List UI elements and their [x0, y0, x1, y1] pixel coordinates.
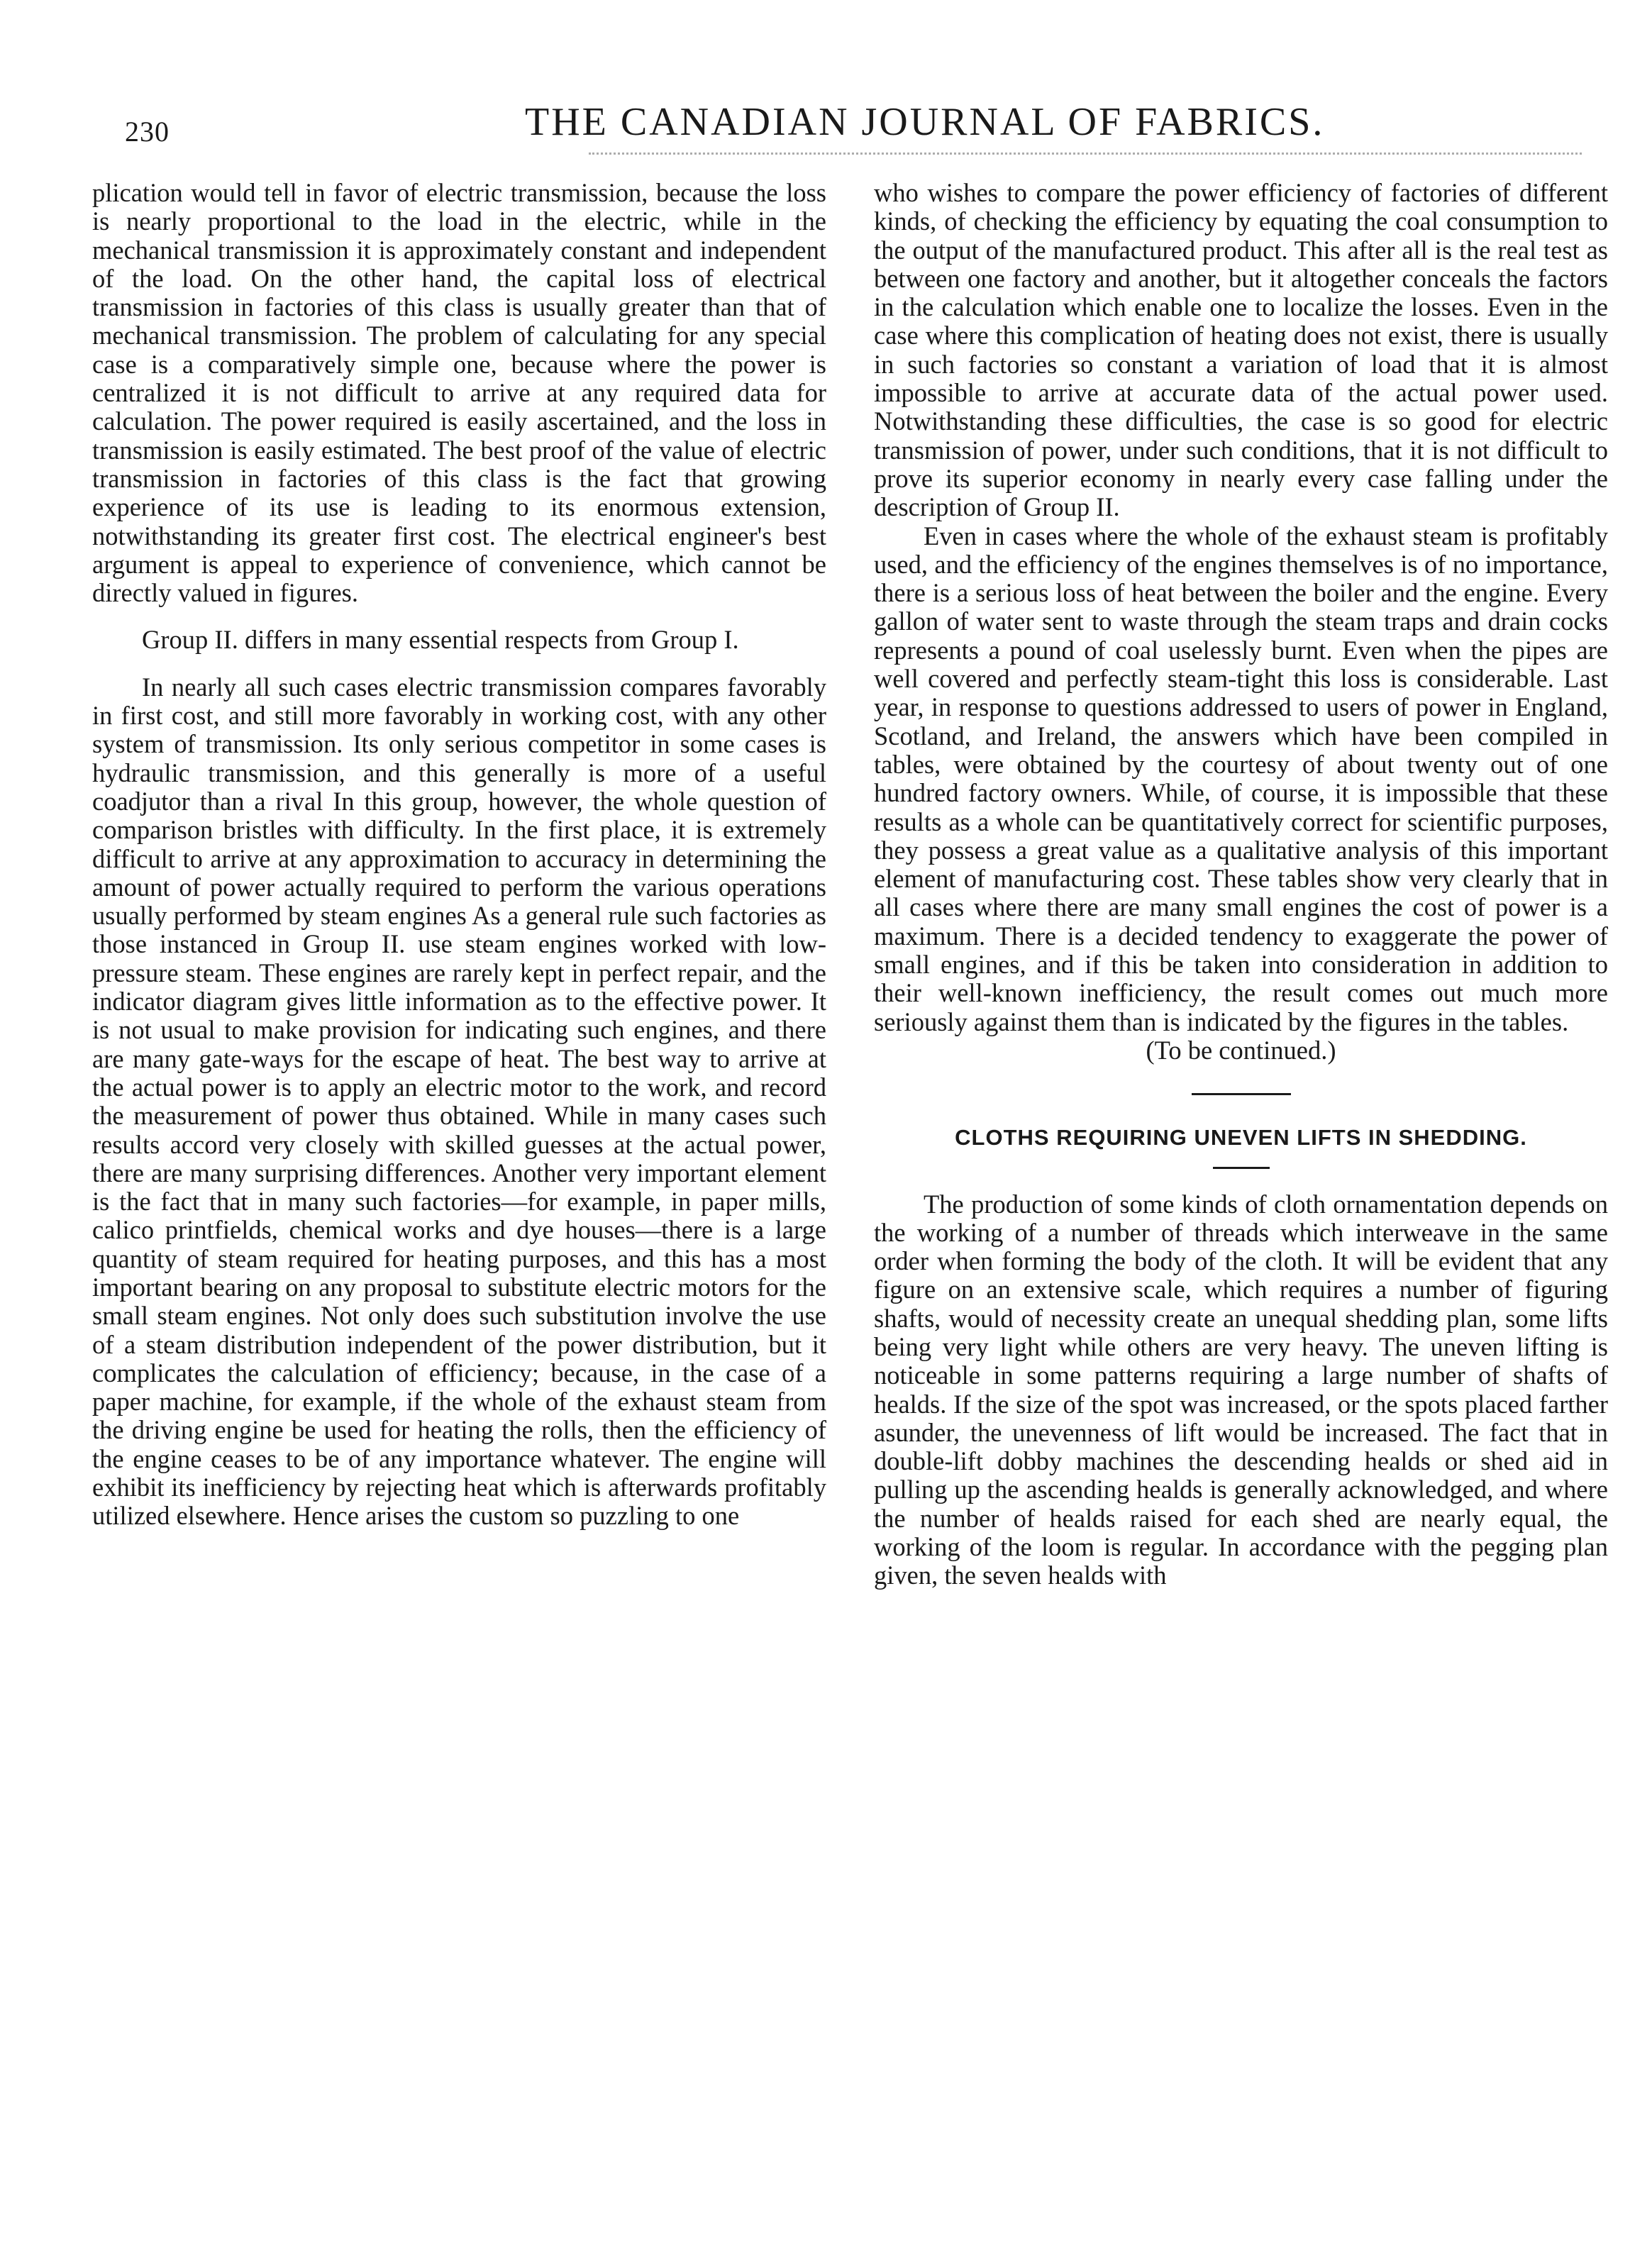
- header-rule: [589, 153, 1582, 155]
- journal-title: THE CANADIAN JOURNAL OF FABRICS.: [525, 100, 1325, 144]
- right-paragraph-3: The production of some kinds of cloth ornamentation depends on the working of a number of threads which interweave in the same order when forming the body of the cloth. It will be evident that any figure on an extensive scale, which requires a number of figuring shafts, would of necessity create an unequal shedding plan, some lifts being very light while others are very heavy. The uneven lifting is noticeable in some patterns requiring a large number of shafts of healds. If the size of the spot was increased, or the spots placed farther asunder, the unevenness of lift would be increased. The fact that in double-lift dobby machines the descending healds or shed aid in pulling up the ascending healds is generally acknowledged, and where the number of healds raised for each shed are nearly equal, the working of the loom is regular. In accordance with the pegging plan given, the seven healds with: [874, 1189, 1608, 1590]
- page-number: 230: [125, 116, 170, 148]
- left-paragraph-3: In nearly all such cases electric transmission compares favorably in first cost, and still more favorably in working cost, with any other system of transmission. Its only serious competitor in some cases is hydraulic transmission, and this generally is more of a useful coadjutor than a rival In this group, however, the whole question of comparison bristles with difficulty. In the first place, it is extremely difficult to arrive at any approximation to accuracy in determining the amount of power actually required to perform the various operations usually performed by steam engines As a general rule such factories as those instanced in Group II. use steam engines worked with low-pressure steam. These engines are rarely kept in perfect repair, and the indicator diagram gives little information as to the effective power. It is not usual to make provision for indicating such engines, and there are many gate-ways for the escape of heat. The best way to arrive at the actual power is to apply an electric motor to the work, and record the measurement of power thus obtained. While in many cases such results accord very closely with skilled guesses at the actual power, there are many surprising differences. Another very important element is the fact that in many such factories—for example, in paper mills, calico printfields, chemical works and dye houses—there is a large quantity of steam required for heating purposes, and this has a most important bearing on any proposal to substitute electric motors for the small steam engines. Not only does such substitution involve the use of a steam distribution independent of the power distribution, but it complicates the calculation of efficiency; because, in the case of a paper machine, for example, if the whole of the exhaust steam from the driving engine be used for heating the rolls, then the efficiency of the engine ceases to be of any importance whatever. The engine will exhibit its inefficiency by rejecting heat which is afterwards profitably utilized elsewhere. Hence arises the custom so puzzling to one: [92, 672, 826, 1531]
- right-paragraph-1: who wishes to compare the power efficiency of factories of different kinds, of checking the efficiency by equating the coal consumption to the output of the manufactured product. This after all is the real test as between one factory and another, but it altogether conceals the factors in the calculation which enable one to localize the losses. Even in the case where this complication of heating does not exist, there is usually in such factories so constant a variation of load that it is almost impossible to arrive at accurate data of the actual power used. Notwithstanding these difficulties, the case is so good for electric transmission of power, under such conditions, that it is not difficult to prove its superior economy in nearly every case falling under the description of Group II.: [874, 178, 1608, 522]
- continued-note: (To be continued.): [1146, 1035, 1336, 1065]
- page-header: [92, 85, 1582, 149]
- section-heading: CLOTHS REQUIRING UNEVEN LIFTS IN SHEDDING.: [955, 1125, 1527, 1151]
- heading-underline: [1213, 1167, 1270, 1169]
- left-paragraph-1: plication would tell in favor of electric transmission, because the loss is nearly proportional to the load in the electric, while in the mechanical transmission it is approximately constant and independent of the load. On the other hand, the capital loss of electrical transmission in factories of this class is usually greater than that of mechanical transmission. The problem of calculating for any special case is a comparatively simple one, because where the power is centralized it is not difficult to arrive at any required data for calculation. The power required is easily ascertained, and the loss in transmission is easily estimated. The best proof of the value of electric transmission in factories of this class is the fact that growing experience of its use is leading to its enormous extension, notwithstanding its greater first cost. The electrical engineer's best argument is appeal to experience of convenience, which cannot be directly valued in figures.: [92, 178, 826, 608]
- left-paragraph-2: Group II. differs in many essential respects from Group I.: [142, 625, 739, 655]
- right-paragraph-2: Even in cases where the whole of the exhaust steam is profitably used, and the efficiency of the engines themselves is of no importance, there is a serious loss of heat between the boiler and the engine. Every gallon of water sent to waste through the steam traps and drain cocks represents a pound of coal uselessly burnt. Even when the pipes are well covered and perfectly steam-tight this loss is considerable. Last year, in response to questions addressed to users of power in England, Scotland, and Ireland, the answers which have been compiled in tables, were obtained by the courtesy of about twenty out of one hundred factory owners. While, of course, it is impossible that these results as a whole can be quantitatively correct for scientific purposes, they possess a great value as a qualitative analysis of this important element of manufacturing cost. These tables show very clearly that in all cases where there are many small engines the cost of power is a maximum. There is a decided tendency to exaggerate the power of small engines, and if this be taken into consideration in addition to their well-known inefficiency, the result comes out much more seriously against them than is indicated by the figures in the tables.: [874, 521, 1608, 1036]
- section-divider: [1192, 1093, 1291, 1095]
- left-column: [92, 179, 826, 1531]
- right-column: [874, 179, 1608, 1590]
